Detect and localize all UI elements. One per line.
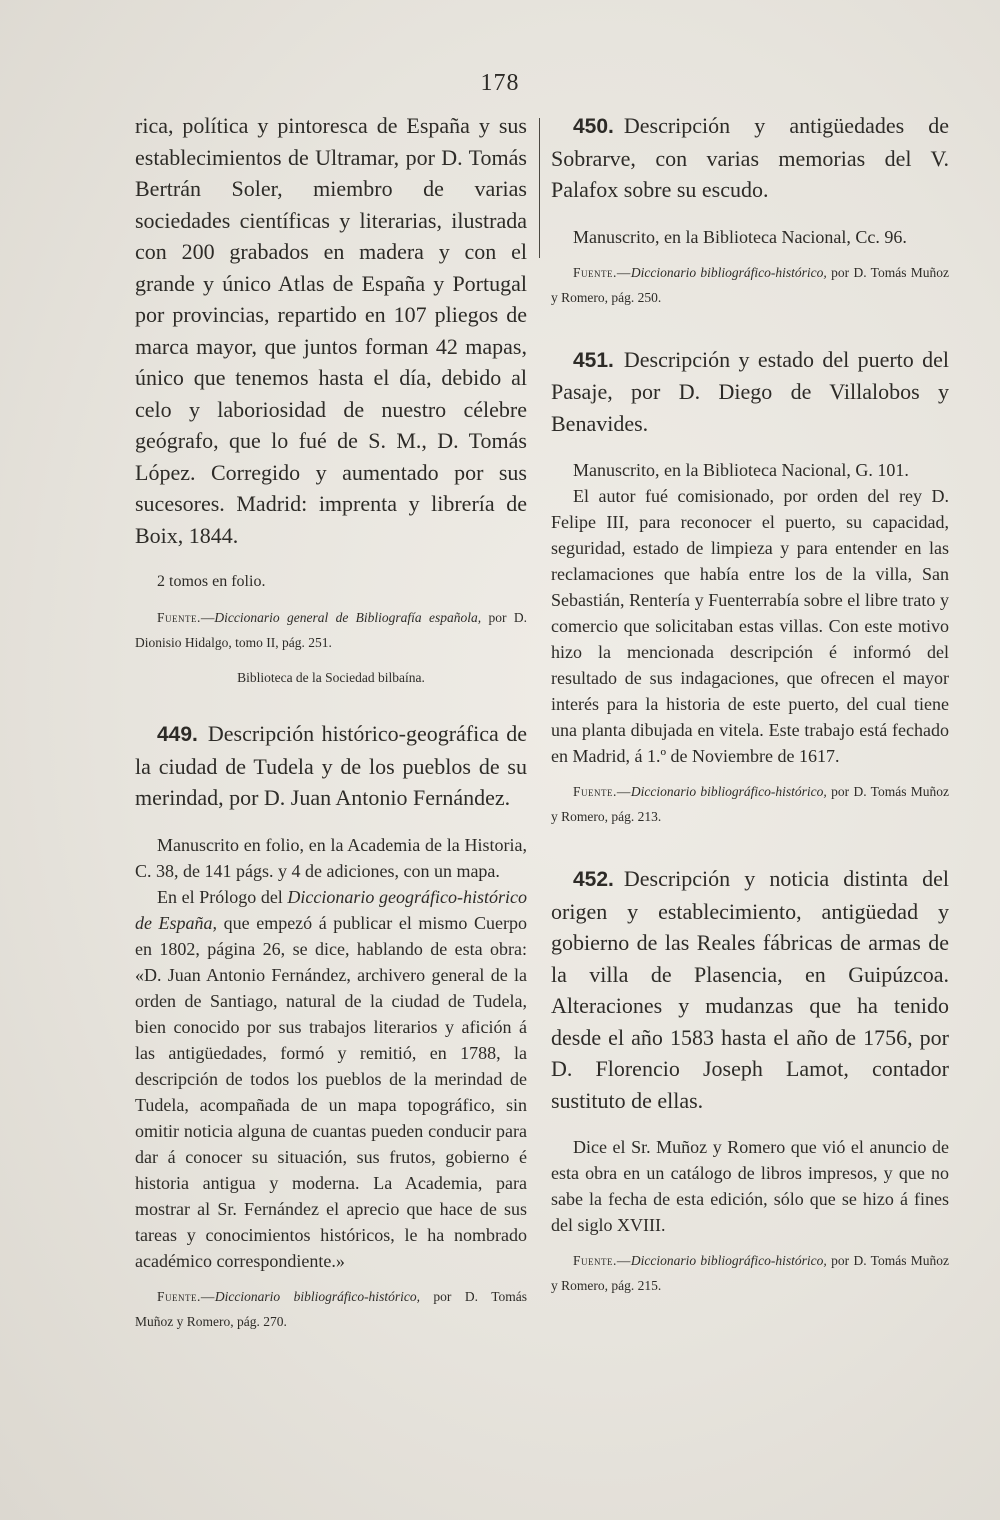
source-title: Diccionario bibliográfico-histórico, <box>630 784 827 799</box>
source-label: Fuente. <box>157 610 201 625</box>
entry-number: 451. <box>573 348 614 372</box>
source-label: Fuente.— <box>573 1253 631 1268</box>
source-detail: por D. Tomás Muñoz y Romero, pág. 213. <box>551 784 950 824</box>
entry-451-manuscript: Manuscrito, en la Biblioteca Nacional, G. 101. <box>573 460 909 480</box>
source-detail: por D. Tomás Muñoz y Romero, pág. 270. <box>135 1288 527 1329</box>
entry-452-body: Dice el Sr. Muñoz y Romero que vió el anuncio de esta obra en un catálogo de libros impresos, y que no sabe la fecha de esta edición, sólo que se hizo á fines del siglo XVIII. <box>551 1137 949 1235</box>
source-detail: por D. Dionisio Hidalgo, tomo II, pág. 251. <box>135 610 527 650</box>
continuation-text: rica, política y pintoresca de España y sus establecimientos de Ultramar, por D. Tomás Bertrán Soler, miembro de varias sociedades científicas y literarias, ilustrada con 200 grabados en madera y con el grande y único Atlas de España y Portugal por provincias, repartido en 107 pliegos de marca mayor, que juntos forman 42 mapas, único que tenemos hasta el día, debido al celo y laboriosidad de nuestro célebre geógrafo, que lo fué de S. M., D. Tomás López. Corregido y aumentado por sus sucesores. Madrid: imprenta y librería de Boix, 1844. <box>135 113 527 548</box>
prologue-title: Diccionario geográfico-histórico de España, <box>135 886 527 933</box>
left-column <box>135 110 527 1334</box>
volumes-text: 2 tomos en folio. <box>157 573 266 590</box>
entry-451-body: El autor fué comisionado, por orden del rey D. Felipe III, para reconocer el puerto, su capacidad, seguridad, estado de limpieza y para entender en las reclamaciones que había entre los de la villa, San Sebastián, Rentería y Fuenterrabía sobre el libre trato y comercio que solicitaban estas villas. Con este motivo hizo la mencionada descripción é informó del resultado de sus indagaciones, que ofrecen el mayor interés para la historia de este puerto, del cual tiene una planta dibujada en vitela. Este trabajo está fechado en Madrid, á 1.º de Noviembre de 1617. <box>551 486 949 766</box>
prologue-start: En el Prólogo del <box>157 886 283 907</box>
entry-449-source <box>135 1284 527 1334</box>
column-divider <box>539 118 540 258</box>
entry-452-heading <box>551 863 949 1116</box>
library-note: Biblioteca de la Sociedad bilbaína. <box>237 670 425 685</box>
source-citation: Fuente.—Diccionario general de Bibliografía española, por D. Dionisio Hidalgo, tomo II, pág. 251. <box>135 610 527 650</box>
entry-450-source <box>551 260 949 310</box>
entry-449-heading <box>135 718 527 814</box>
page-number: 178 <box>480 70 520 96</box>
source-title: Diccionario bibliográfico-histórico, <box>214 1288 420 1304</box>
source-label: Fuente.— <box>573 784 631 799</box>
entry-number: 449. <box>157 723 198 746</box>
prologue-text: que empezó á publicar el mismo Cuerpo en 1802, página 26, se dice, hablando de esta obra: «D. Juan Antonio Fernández, archivero general de la orden de Santiago, natural de la ciudad de Tudela, bien conocido por sus trabajos literarios y afición á las antigüedades, formó y remitió, en 1788, la descripción de todos los pueblos de la merindad de Tudela, acompañada de un mapa topográfico, sin omitir noticia alguna de cuantas pueden conducir para dar á conocer su situación, sus frutos, gobierno é historia antigua y moderna. La Academia, para mostrar al Sr. Fernández el aprecio que hace de sus tareas y conocimientos históricos, le ha nombrado académico correspondiente.» <box>135 912 527 1271</box>
right-column <box>551 110 949 1298</box>
volumes-note <box>135 569 527 595</box>
entry-title: Descripción y estado del puerto del Pasaje, por D. Diego de Villalobos y Benavides. <box>551 346 949 436</box>
entry-450-manuscript: Manuscrito, en la Biblioteca Nacional, Cc. 96. <box>573 226 907 247</box>
entry-449-manuscript: Manuscrito en folio, en la Academia de la Historia, C. 38, de 141 págs. y 4 de adiciones, con un mapa. <box>135 834 527 881</box>
source-title: Diccionario general de Bibliografía española, <box>214 610 482 625</box>
source-title: Diccionario bibliográfico-histórico, <box>630 1253 827 1268</box>
entry-title: Descripción histórico-geográfica de la ciudad de Tudela y de los pueblos de su merindad, por D. Juan Antonio Fernández. <box>135 721 527 810</box>
source-label: Fuente.— <box>157 1288 215 1304</box>
entry-449-prologue <box>135 884 527 1274</box>
entry-452-source <box>551 1248 949 1298</box>
entry-451-source <box>551 779 949 829</box>
source-label: Fuente.— <box>573 264 631 280</box>
entry-title: Descripción y antigüedades de Sobrarve, con varias memorias del V. Palafox sobre su escudo. <box>551 113 949 202</box>
entry-451-heading <box>551 344 949 440</box>
source-title: Diccionario bibliográfico-histórico, <box>630 264 827 280</box>
entry-number: 452. <box>573 868 614 891</box>
entry-title: Descripción y noticia distinta del origen y establecimiento, antigüedad y gobierno de las Reales fábricas de armas de la villa de Plasencia, en Guipúzcoa. Alteraciones y mudanzas que ha tenido desde el año 1583 hasta el año de 1756, por D. Florencio Joseph Lamot, contador sustituto de ellas. <box>551 866 949 1113</box>
source-detail: por D. Tomás Muñoz y Romero, pág. 215. <box>551 1253 950 1293</box>
entry-number: 450. <box>573 115 614 138</box>
entry-450-heading <box>551 110 949 206</box>
source-detail: por D. Tomás Muñoz y Romero, pág. 250. <box>551 264 950 305</box>
